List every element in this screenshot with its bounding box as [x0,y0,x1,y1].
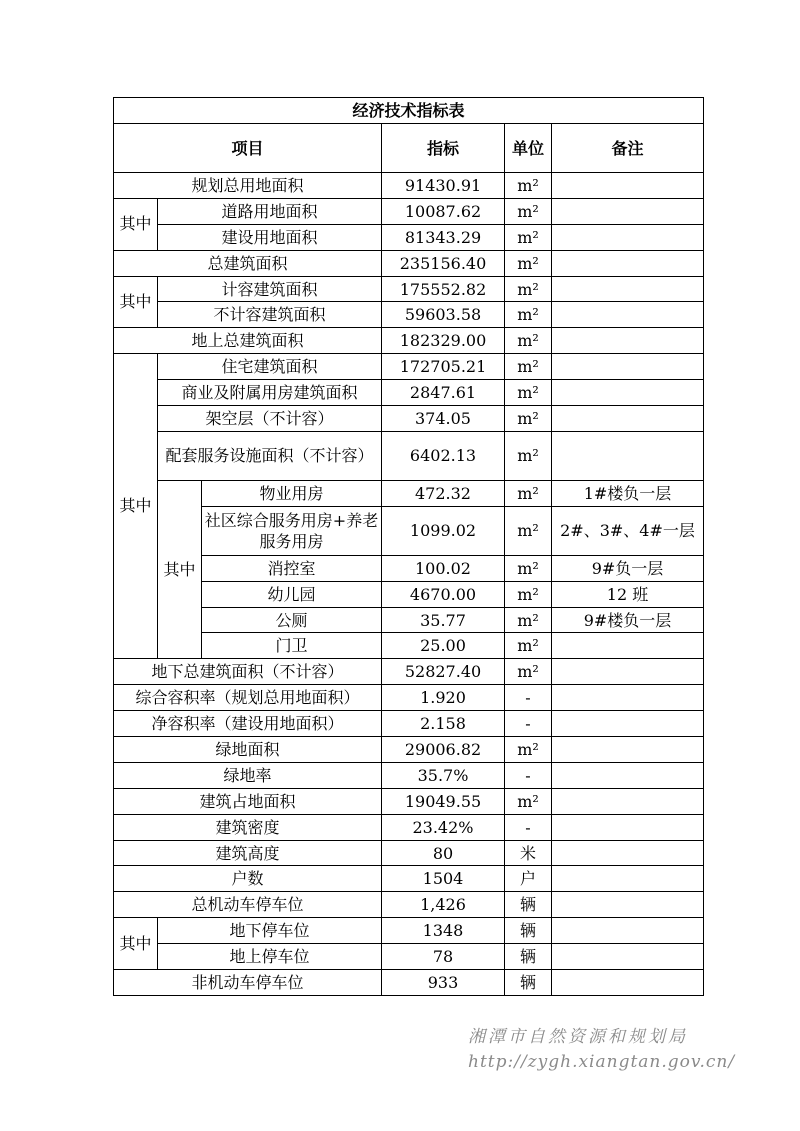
row-label: 绿地率 [114,762,382,788]
row-note [552,250,704,276]
header-row [114,124,704,173]
row-value: 374.05 [382,406,505,432]
table-row [114,250,704,276]
economic-indicators-table [113,97,704,996]
table-row [114,198,704,224]
row-unit: m² [505,328,552,354]
row-unit: 辆 [505,918,552,944]
row-value: 23.42% [382,814,505,840]
row-note [552,685,704,711]
row-label: 建筑密度 [114,814,382,840]
row-value: 182329.00 [382,328,505,354]
row-unit: m² [505,302,552,328]
row-note [552,918,704,944]
row-note [552,970,704,996]
row-label: 架空层（不计容） [158,406,382,432]
row-label: 住宅建筑面积 [158,354,382,380]
row-unit: m² [505,506,552,555]
row-note [552,406,704,432]
row-unit: m² [505,250,552,276]
table-row [114,276,704,302]
table-row [114,711,704,737]
table-row [114,302,704,328]
row-label: 地上停车位 [158,944,382,970]
table-row [114,814,704,840]
row-unit: m² [505,198,552,224]
row-label: 道路用地面积 [158,198,382,224]
row-value: 29006.82 [382,737,505,763]
row-label: 门卫 [202,633,382,659]
row-label: 建设用地面积 [158,224,382,250]
row-unit: - [505,762,552,788]
table-row [114,944,704,970]
table-row [114,406,704,432]
row-value: 933 [382,970,505,996]
row-unit: m² [505,555,552,581]
table-title-row [114,98,704,124]
row-unit: m² [505,737,552,763]
row-unit: m² [505,581,552,607]
group-label-qizhong: 其中 [114,276,158,328]
row-unit: m² [505,633,552,659]
row-label: 总机动车停车位 [114,892,382,918]
row-label: 社区综合服务用房+养老服务用房 [202,506,382,555]
table-row [114,737,704,763]
row-label: 建筑占地面积 [114,788,382,814]
table-row [114,918,704,944]
row-unit: m² [505,380,552,406]
row-value: 10087.62 [382,198,505,224]
row-label: 绿地面积 [114,737,382,763]
row-note [552,276,704,302]
row-value: 1.920 [382,685,505,711]
row-unit: m² [505,788,552,814]
table-row [114,224,704,250]
row-note [552,762,704,788]
row-value: 78 [382,944,505,970]
watermark-url: http://zygh.xiangtan.gov.cn/ [468,1052,736,1072]
row-value: 52827.40 [382,659,505,685]
table-row [114,970,704,996]
table-row [114,685,704,711]
table-row [114,633,704,659]
row-unit: 辆 [505,944,552,970]
row-unit: 辆 [505,970,552,996]
row-label: 消控室 [202,555,382,581]
row-unit: m² [505,659,552,685]
row-note: 1#楼负一层 [552,480,704,506]
row-label: 地下总建筑面积（不计容） [114,659,382,685]
row-note: 12 班 [552,581,704,607]
row-note [552,944,704,970]
table-row [114,581,704,607]
row-note: 9#楼负一层 [552,607,704,633]
row-unit: 米 [505,840,552,866]
group-label-qizhong: 其中 [114,198,158,250]
row-value: 4670.00 [382,581,505,607]
row-value: 175552.82 [382,276,505,302]
row-value: 2.158 [382,711,505,737]
row-note [552,788,704,814]
row-value: 81343.29 [382,224,505,250]
table-row [114,892,704,918]
group-label-qizhong: 其中 [114,354,158,659]
subgroup-label-qizhong: 其中 [158,480,202,658]
row-note [552,431,704,480]
row-value: 6402.13 [382,431,505,480]
header-note: 备注 [552,124,704,173]
row-value: 35.77 [382,607,505,633]
row-note [552,198,704,224]
row-value: 19049.55 [382,788,505,814]
row-note [552,354,704,380]
row-note: 9#负一层 [552,555,704,581]
row-unit: m² [505,607,552,633]
row-value: 35.7% [382,762,505,788]
row-note [552,380,704,406]
row-note [552,892,704,918]
table-row [114,506,704,555]
row-label: 幼儿园 [202,581,382,607]
table-row [114,555,704,581]
table-row [114,173,704,199]
table-row [114,380,704,406]
row-value: 1348 [382,918,505,944]
row-label: 不计容建筑面积 [158,302,382,328]
row-value: 100.02 [382,555,505,581]
row-unit: m² [505,480,552,506]
row-note [552,814,704,840]
table-row [114,328,704,354]
table-row [114,431,704,480]
row-unit: m² [505,406,552,432]
row-label: 户数 [114,866,382,892]
row-unit: - [505,711,552,737]
row-note [552,633,704,659]
table-row [114,788,704,814]
table-row [114,607,704,633]
row-unit: 辆 [505,892,552,918]
row-value: 2847.61 [382,380,505,406]
row-note [552,328,704,354]
table-row [114,762,704,788]
row-label: 建筑高度 [114,840,382,866]
row-value: 59603.58 [382,302,505,328]
row-label: 物业用房 [202,480,382,506]
row-value: 80 [382,840,505,866]
row-note: 2#、3#、4#一层 [552,506,704,555]
row-value: 25.00 [382,633,505,659]
row-note [552,711,704,737]
row-value: 172705.21 [382,354,505,380]
row-note [552,173,704,199]
row-value: 91430.91 [382,173,505,199]
row-label: 计容建筑面积 [158,276,382,302]
row-note [552,737,704,763]
row-label: 商业及附属用房建筑面积 [158,380,382,406]
watermark-org: 湘潭市自然资源和规划局 [468,1027,688,1047]
row-label: 地下停车位 [158,918,382,944]
table-title: 经济技术指标表 [114,98,704,124]
group-label-qizhong: 其中 [114,918,158,970]
row-note [552,302,704,328]
row-label: 公厕 [202,607,382,633]
row-label: 地上总建筑面积 [114,328,382,354]
row-value: 1099.02 [382,506,505,555]
row-unit: 户 [505,866,552,892]
row-unit: - [505,814,552,840]
row-label: 配套服务设施面积（不计容） [158,431,382,480]
table-row [114,480,704,506]
row-note [552,659,704,685]
row-value: 472.32 [382,480,505,506]
row-unit: m² [505,173,552,199]
header-item: 项目 [114,124,382,173]
row-unit: m² [505,276,552,302]
row-unit: m² [505,224,552,250]
row-note [552,866,704,892]
row-unit: m² [505,354,552,380]
table-row [114,354,704,380]
row-label: 综合容积率（规划总用地面积） [114,685,382,711]
row-label: 总建筑面积 [114,250,382,276]
header-indicator: 指标 [382,124,505,173]
row-value: 235156.40 [382,250,505,276]
row-note [552,840,704,866]
table-row [114,866,704,892]
row-label: 净容积率（建设用地面积） [114,711,382,737]
table-row [114,840,704,866]
row-value: 1504 [382,866,505,892]
row-unit: - [505,685,552,711]
header-unit: 单位 [505,124,552,173]
row-note [552,224,704,250]
table-row [114,659,704,685]
row-label: 非机动车停车位 [114,970,382,996]
row-label: 规划总用地面积 [114,173,382,199]
row-value: 1,426 [382,892,505,918]
row-unit: m² [505,431,552,480]
